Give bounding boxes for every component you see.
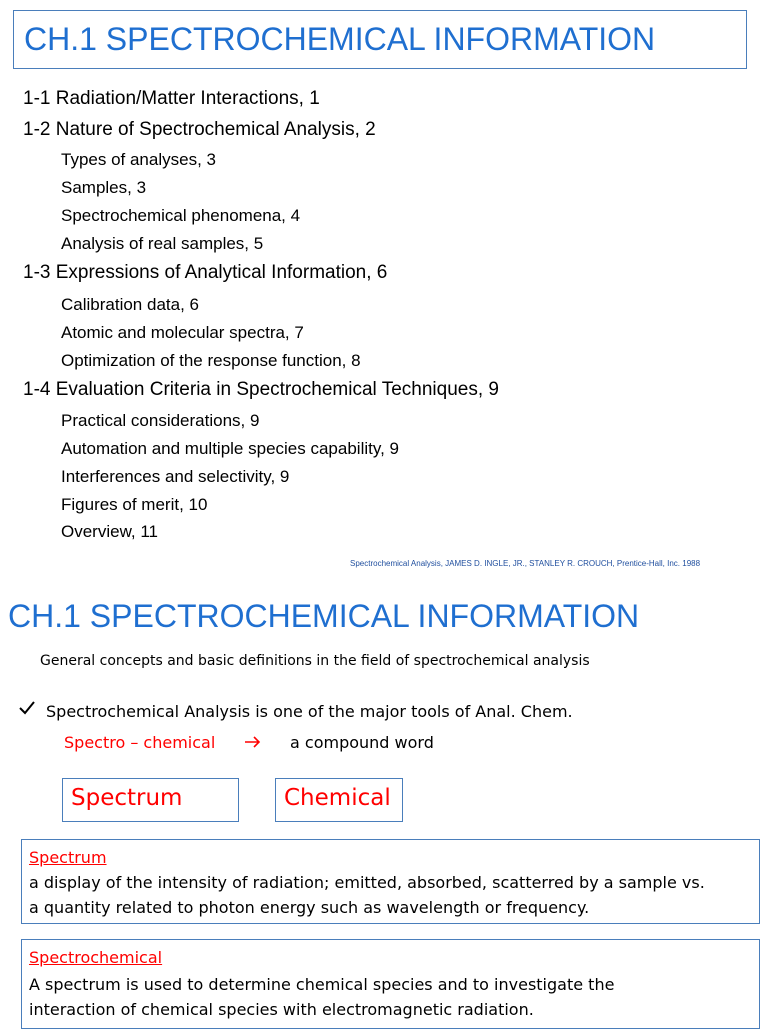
slide2-subtitle: General concepts and basic definitions in the field of spectrochemical analysis (40, 653, 590, 669)
toc-subsection-item: Practical considerations, 9 (61, 411, 260, 430)
toc-subsection-item: Overview, 11 (61, 522, 159, 541)
slide2-title: CH.1 SPECTROCHEMICAL INFORMATION (8, 598, 640, 634)
bullet-text: Spectrochemical Analysis is one of the major tools of Anal. Chem. (46, 702, 573, 721)
slide1-title-box (13, 10, 747, 69)
chemical-box-label: Chemical (284, 785, 391, 811)
right-arrow-icon (244, 735, 262, 754)
compound-right: a compound word (290, 733, 434, 752)
spectrochemical-definition-term: Spectrochemical (29, 948, 163, 967)
check-icon (18, 700, 36, 721)
toc-subsection-item: Atomic and molecular spectra, 7 (61, 323, 304, 342)
toc-section-item: 1-4 Evaluation Criteria in Spectrochemical Techniques, 9 (23, 379, 499, 400)
toc-subsection-item: Automation and multiple species capability, 9 (61, 439, 399, 458)
toc-subsection-item: Analysis of real samples, 5 (61, 234, 264, 253)
spectrum-definition-box (21, 839, 760, 924)
toc-subsection-item: Spectrochemical phenomena, 4 (61, 206, 301, 225)
chemical-box (275, 778, 403, 822)
spectrum-definition-line1: a display of the intensity of radiation; emitted, absorbed, scatterred by a sample vs. (29, 873, 705, 892)
spectrum-definition-line2: a quantity related to photon energy such as wavelength or frequency. (29, 898, 590, 917)
spectrochemical-definition-line2: interaction of chemical species with electromagnetic radiation. (29, 1000, 534, 1019)
toc-subsection-item: Figures of merit, 10 (61, 495, 208, 514)
toc-section-item: 1-3 Expressions of Analytical Information, 6 (23, 262, 388, 283)
spectrum-box-label: Spectrum (71, 785, 183, 811)
toc-subsection-item: Samples, 3 (61, 178, 147, 197)
spectrum-box (62, 778, 239, 822)
spectrochemical-definition-line1: A spectrum is used to determine chemical species and to investigate the (29, 975, 615, 994)
slide1-title: CH.1 SPECTROCHEMICAL INFORMATION (24, 21, 656, 57)
compound-left: Spectro – chemical (64, 733, 216, 752)
toc-subsection-item: Interferences and selectivity, 9 (61, 467, 290, 486)
toc-subsection-item: Calibration data, 6 (61, 295, 199, 314)
toc-section-item: 1-2 Nature of Spectrochemical Analysis, 2 (23, 119, 376, 140)
citation: Spectrochemical Analysis, JAMES D. INGLE, JR., STANLEY R. CROUCH, Prentice-Hall, Inc. 1988 (350, 559, 701, 568)
toc-section-item: 1-1 Radiation/Matter Interactions, 1 (23, 88, 320, 109)
spectrum-definition-term: Spectrum (29, 848, 107, 867)
toc-subsection-item: Optimization of the response function, 8 (61, 351, 361, 370)
toc-subsection-item: Types of analyses, 3 (61, 150, 216, 169)
spectrochemical-definition-box (21, 939, 760, 1029)
